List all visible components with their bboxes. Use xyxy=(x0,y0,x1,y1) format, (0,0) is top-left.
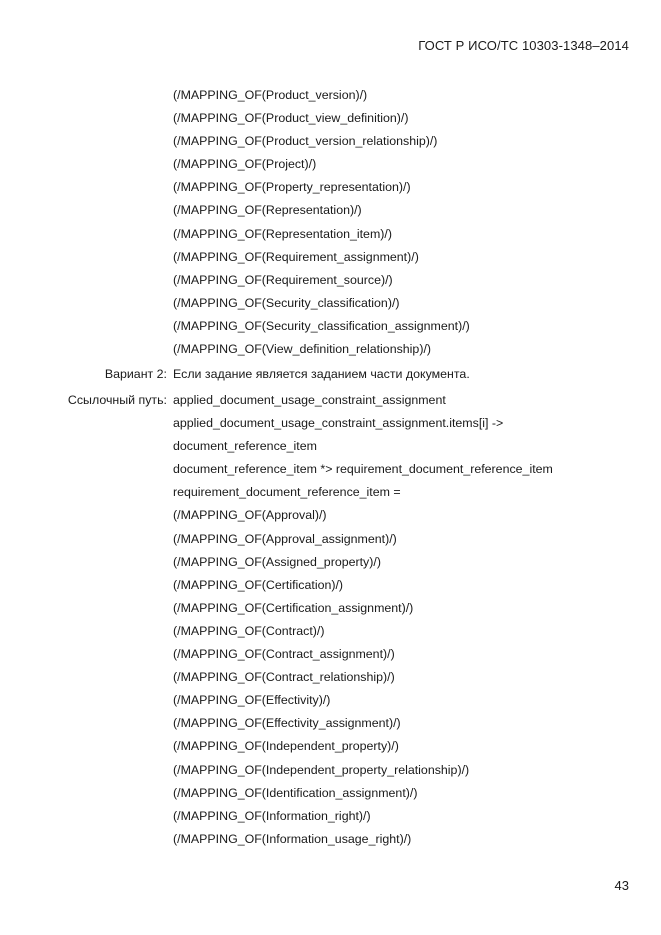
mapping-line: (/MAPPING_OF(Project)/) xyxy=(173,157,317,172)
mapping-line: (/MAPPING_OF(Requirement_assignment)/) xyxy=(173,249,419,264)
mapping-line: (/MAPPING_OF(Contract)/) xyxy=(173,623,325,638)
mapping-line: (/MAPPING_OF(Information_usage_right)/) xyxy=(173,831,412,846)
mapping-line: (/MAPPING_OF(Identification_assignment)/) xyxy=(173,785,418,800)
mapping-line: (/MAPPING_OF(Independent_property)/) xyxy=(173,739,399,754)
mapping-line: (/MAPPING_OF(Representation_item)/) xyxy=(173,226,392,241)
mapping-line: (/MAPPING_OF(Product_view_definition)/) xyxy=(173,111,409,126)
mapping-line: (/MAPPING_OF(Property_representation)/) xyxy=(173,180,411,195)
mapping-line: (/MAPPING_OF(Certification_assignment)/) xyxy=(173,600,414,615)
mapping-line: (/MAPPING_OF(Product_version)/) xyxy=(173,88,368,102)
mapping-line: (/MAPPING_OF(Contract_assignment)/) xyxy=(173,647,395,662)
reference-path-line: requirement_document_reference_item = xyxy=(173,485,401,500)
mapping-line: (/MAPPING_OF(Information_right)/) xyxy=(173,808,371,823)
reference-path-label: Ссылочный путь: xyxy=(67,393,167,407)
mapping-line: (/MAPPING_OF(Effectivity)/) xyxy=(173,693,331,708)
mapping-line: (/MAPPING_OF(Certification)/) xyxy=(173,577,344,592)
mapping-line: (/MAPPING_OF(View_definition_relationship)/) xyxy=(173,342,432,357)
page-number: 43 xyxy=(614,878,629,893)
reference-path-line: document_reference_item *> requirement_document_reference_item xyxy=(173,462,553,477)
mapping-line: (/MAPPING_OF(Security_classification_assignment)/) xyxy=(173,318,470,333)
mapping-list-top xyxy=(173,84,470,361)
mapping-line: (/MAPPING_OF(Approval_assignment)/) xyxy=(173,531,397,546)
mapping-line: (/MAPPING_OF(Security_classification)/) xyxy=(173,295,400,310)
reference-path-line: document_reference_item xyxy=(173,439,317,454)
variant-label: Вариант 2: xyxy=(104,367,167,381)
mapping-line: (/MAPPING_OF(Assigned_property)/) xyxy=(173,554,381,569)
variant-text: Если задание является заданием части документа. xyxy=(173,367,470,381)
mapping-line: (/MAPPING_OF(Contract_relationship)/) xyxy=(173,670,395,685)
mapping-line: (/MAPPING_OF(Requirement_source)/) xyxy=(173,272,393,287)
mapping-line: (/MAPPING_OF(Approval)/) xyxy=(173,508,327,523)
reference-path-line: applied_document_usage_constraint_assignment xyxy=(173,393,446,407)
mapping-line: (/MAPPING_OF(Effectivity_assignment)/) xyxy=(173,716,401,731)
mapping-line: (/MAPPING_OF(Representation)/) xyxy=(173,203,362,218)
mapping-line: (/MAPPING_OF(Independent_property_relationship)/) xyxy=(173,762,470,777)
document-header: ГОСТ Р ИСО/ТС 10303-1348–2014 xyxy=(418,38,629,53)
reference-path-line: applied_document_usage_constraint_assignment.items[i] -> xyxy=(173,416,504,431)
reference-path-list xyxy=(173,389,553,851)
mapping-line: (/MAPPING_OF(Product_version_relationship)/) xyxy=(173,134,438,149)
